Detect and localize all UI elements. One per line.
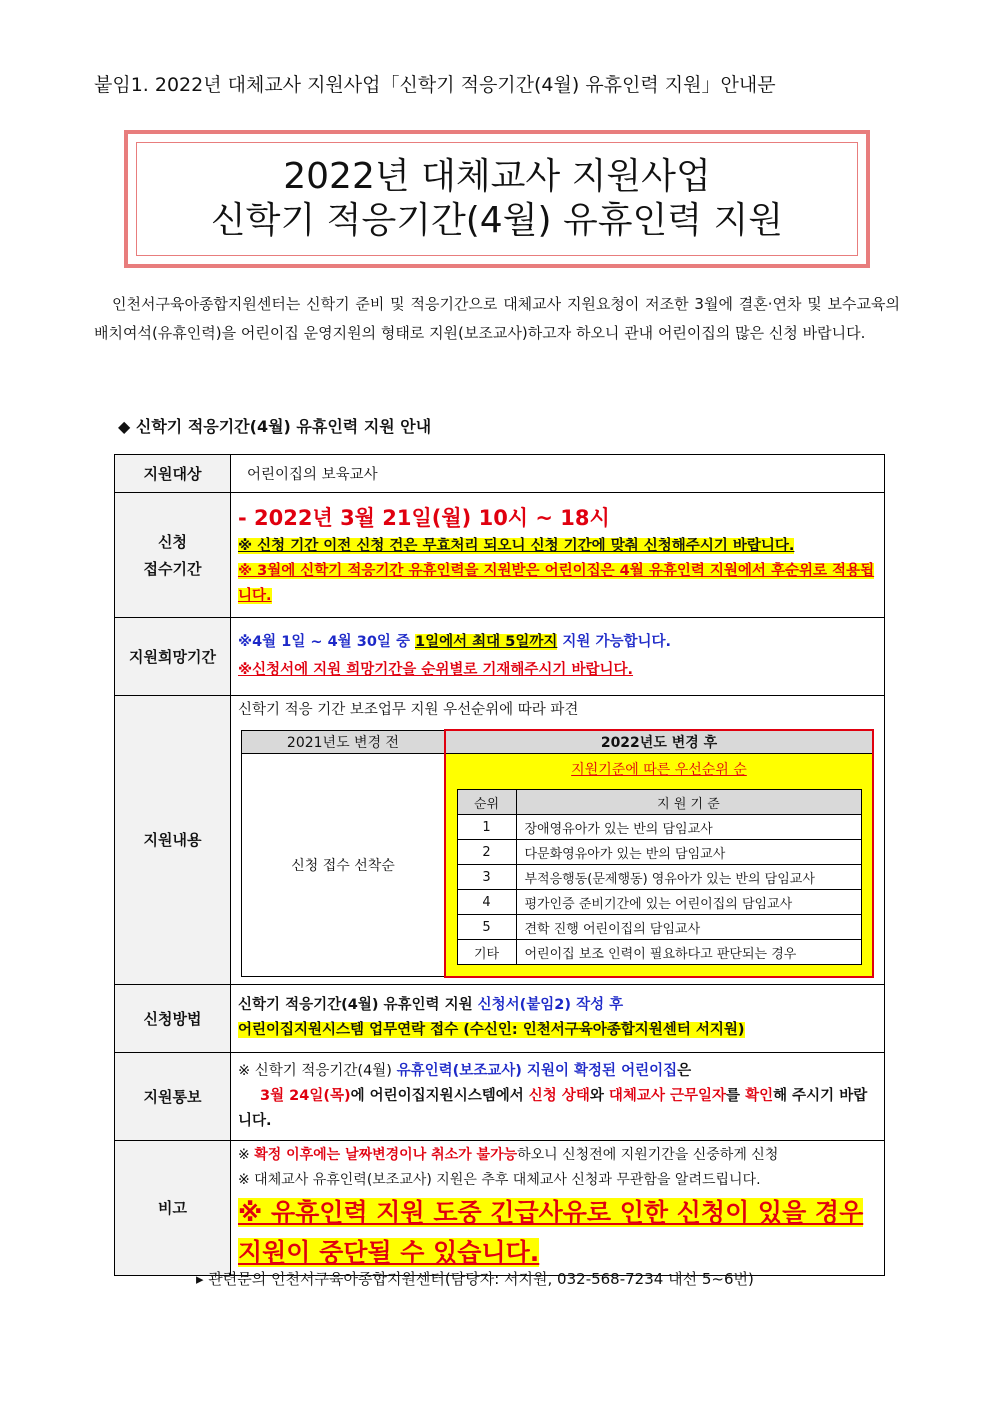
info-table xyxy=(114,454,885,1276)
notice-l2g: 확인 xyxy=(745,1087,774,1104)
remarks-l1b: 확정 이후에는 날짜변경이나 취소가 불가능 xyxy=(254,1146,518,1163)
prio-row xyxy=(457,915,861,940)
prio-row xyxy=(457,815,861,840)
label-method: 신청방법 xyxy=(115,984,231,1052)
prio-rank: 5 xyxy=(457,915,516,940)
notice-l2d: 와 xyxy=(589,1087,609,1104)
row-remarks xyxy=(115,1140,885,1275)
label-period-line2: 접수기간 xyxy=(143,560,202,578)
remarks-warning: ※ 유휴인력 지원 도중 긴급사유로 인한 신청이 있을 경우 지원이 중단될 수 있습니다. xyxy=(238,1197,864,1267)
method-line-2 xyxy=(238,1018,877,1043)
method-l1a: 신학기 적응기간(4월) 유휴인력 지원 xyxy=(238,997,478,1013)
prio-text: 다문화영유아가 있는 반의 담임교사 xyxy=(516,840,861,865)
before-value: 신청 접수 선착순 xyxy=(242,754,446,977)
value-remarks xyxy=(231,1140,885,1275)
label-content: 지원내용 xyxy=(115,696,231,985)
content-intro: 신학기 적응 기간 보조업무 지원 우선순위에 따라 파견 xyxy=(238,702,579,718)
section-title: ◆ 신학기 적응기간(4월) 유휴인력 지원 안내 xyxy=(118,417,432,436)
remarks-line-2: ※ 대체교사 유휴인력(보조교사) 지원은 추후 대체교사 신청과 무관함을 알려드립니다. xyxy=(238,1171,761,1188)
prio-rank: 기타 xyxy=(457,940,516,965)
notice-l1a: ※ 신학기 적응기간(4월) xyxy=(238,1062,397,1079)
row-target xyxy=(115,455,885,493)
prio-row xyxy=(457,840,861,865)
attachment-header: 붙임1. 2022년 대체교사 지원사업「신학기 적응기간(4월) 유휴인력 지원」안내문 xyxy=(94,74,776,96)
wish-l1c: 지원 가능합니다. xyxy=(557,634,672,650)
prio-rank: 1 xyxy=(457,815,516,840)
notice-l2c: 신청 상태 xyxy=(528,1087,590,1104)
intro-paragraph: 인천서구육아종합지원센터는 신학기 준비 및 적응기간으로 대체교사 지원요청이 저조한 3월에 결혼·연차 및 보수교육의 배치여석(유휴인력)을 어린이집 운영지원의 형태로 지원(보조교사)하고자 하오니 관내 어린이집의 많은 신청 바랍니다. xyxy=(94,295,900,342)
title-line-2: 신학기 적응기간(4월) 유휴인력 지원 xyxy=(210,200,784,241)
row-method xyxy=(115,984,885,1052)
wish-line-2: ※신청서에 지원 희망기간을 순위별로 기재해주시기 바랍니다. xyxy=(238,662,634,678)
prio-text: 견학 진행 어린이집의 담임교사 xyxy=(516,915,861,940)
label-period xyxy=(115,493,231,618)
value-wish xyxy=(231,618,885,696)
period-note-1 xyxy=(238,534,877,559)
notice-line-1 xyxy=(238,1059,877,1084)
row-period xyxy=(115,493,885,618)
value-method xyxy=(231,984,885,1052)
notice-l2a: 3월 24일(목) xyxy=(260,1087,351,1104)
row-content xyxy=(115,696,885,985)
prio-header-rank: 순위 xyxy=(457,790,516,815)
title-line-1: 2022년 대체교사 지원사업 xyxy=(283,156,711,197)
after-header: 2022년도 변경 후 xyxy=(445,730,873,754)
period-note-2 xyxy=(238,559,877,609)
method-line-1 xyxy=(238,993,877,1018)
value-notice xyxy=(231,1052,885,1140)
footer-contact: ▸ 관련문의 인천서구육아종합지원센터(담당자: 서지원, 032-568-7234 내선 5~6번) xyxy=(196,1270,754,1288)
prio-text: 어린이집 보조 인력이 필요하다고 판단되는 경우 xyxy=(516,940,861,965)
prio-text: 평가인증 준비기간에 있는 어린이집의 담임교사 xyxy=(516,890,861,915)
compare-table xyxy=(241,729,874,978)
notice-l2f: 를 xyxy=(726,1087,746,1104)
notice-l2e: 대체교사 근무일자 xyxy=(608,1087,727,1104)
title-box xyxy=(124,130,870,268)
value-content xyxy=(231,696,885,985)
prio-row xyxy=(457,940,861,965)
remarks-line-3 xyxy=(238,1193,877,1273)
after-title: 지원기준에 따른 우선순위 순 xyxy=(571,762,747,778)
notice-l2h: 해 주시기 바랍니다. xyxy=(238,1087,868,1129)
after-panel xyxy=(445,754,873,977)
notice-l1b: 유휴인력(보조교사) 지원이 확정된 어린이집 xyxy=(396,1062,678,1079)
priority-table xyxy=(457,789,862,965)
prio-text: 부적응행동(문제행동) 영유아가 있는 반의 담임교사 xyxy=(516,865,861,890)
period-note-1-text: ※ 신청 기간 이전 신청 건은 무효처리 되오니 신청 기간에 맞춰 신청해주시기 바랍니다. xyxy=(238,537,795,554)
prio-rank: 4 xyxy=(457,890,516,915)
prio-header-criteria: 지 원 기 준 xyxy=(516,790,861,815)
title-inner-frame xyxy=(136,142,858,256)
prio-row xyxy=(457,890,861,915)
period-note-2-text: ※ 3월에 신학기 적응기간 유휴인력을 지원받은 어린이집은 4월 유휴인력 지원에서 후순위로 적용됩니다. xyxy=(238,562,875,604)
notice-l1c: 은 xyxy=(677,1062,692,1079)
label-notice: 지원통보 xyxy=(115,1052,231,1140)
before-header: 2021년도 변경 전 xyxy=(242,730,446,754)
row-wish xyxy=(115,618,885,696)
method-l2: 어린이집지원시스템 업무연락 접수 (수신인: 인천서구육아종합지원센터 서지원) xyxy=(238,1022,745,1038)
label-wish: 지원희망기간 xyxy=(115,618,231,696)
label-remarks: 비고 xyxy=(115,1140,231,1275)
remarks-l1a: ※ xyxy=(238,1146,255,1163)
value-period xyxy=(231,493,885,618)
remarks-l1c: 하오니 신청전에 지원기간을 신중하게 신청 xyxy=(517,1146,779,1163)
prio-rank: 3 xyxy=(457,865,516,890)
row-notice xyxy=(115,1052,885,1140)
notice-line-2 xyxy=(238,1084,877,1134)
period-date: - 2022년 3월 21일(월) 10시 ~ 18시 xyxy=(238,505,610,530)
label-target: 지원대상 xyxy=(115,455,231,493)
method-l1b: 신청서(붙임2) 작성 후 xyxy=(477,997,624,1013)
wish-line-1 xyxy=(238,630,877,655)
wish-l1a: ※4월 1일 ~ 4월 30일 중 xyxy=(238,634,416,650)
prio-text: 장애영유아가 있는 반의 담임교사 xyxy=(516,815,861,840)
wish-l1b: 1일에서 최대 5일까지 xyxy=(415,634,558,650)
notice-l2b: 에 어린이집지원시스템에서 xyxy=(350,1087,529,1104)
label-period-line1: 신청 xyxy=(158,533,187,551)
prio-rank: 2 xyxy=(457,840,516,865)
prio-row xyxy=(457,865,861,890)
remarks-line-1 xyxy=(238,1143,877,1168)
value-target: 어린이집의 보육교사 xyxy=(231,455,885,493)
